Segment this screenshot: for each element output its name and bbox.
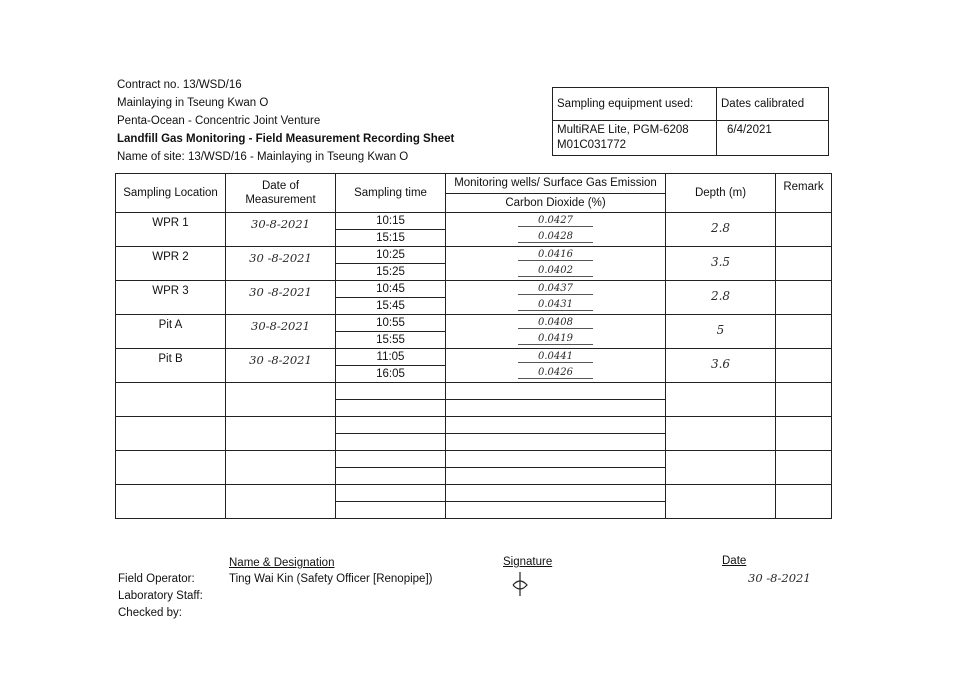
cell-time: [336, 247, 446, 281]
signature-mark: [509, 571, 531, 600]
contract-number: Contract no. 13/WSD/16: [117, 79, 242, 91]
lab-staff-label: Laboratory Staff:: [118, 590, 203, 602]
cell-gas: [446, 485, 666, 519]
cell-remark: [776, 281, 832, 315]
cell-remark: [776, 417, 832, 451]
cell-depth: [666, 485, 776, 519]
cell-gas: [446, 281, 666, 315]
depth-value: 2.8: [710, 221, 731, 235]
table-row: [116, 417, 832, 451]
sheet-title: Landfill Gas Monitoring - Field Measurement Recording Sheet: [117, 133, 455, 145]
time-2: 15:15: [336, 229, 445, 246]
table-row: [116, 383, 832, 417]
cell-remark: [776, 383, 832, 417]
field-operator-label: Field Operator:: [118, 573, 195, 585]
header-depth: Depth (m): [666, 174, 776, 213]
field-operator-date: 30 -8-2021: [748, 571, 811, 585]
location-value: WPR 3: [152, 285, 189, 297]
table-row: [116, 485, 832, 519]
cell-date: [226, 315, 336, 349]
cell-remark: [776, 485, 832, 519]
equipment-value: [553, 121, 717, 156]
cell-depth: [666, 247, 776, 281]
cell-time: [336, 451, 446, 485]
cell-gas: [446, 383, 666, 417]
cell-location: [116, 349, 226, 383]
header-gas: Monitoring wells/ Surface Gas Emission: [446, 174, 666, 194]
handwritten-signature: [509, 571, 531, 597]
project-name: Mainlaying in Tseung Kwan O: [117, 97, 269, 109]
table-row: [116, 451, 832, 485]
cell-date: [226, 485, 336, 519]
cell-time: [336, 383, 446, 417]
cell-location: [116, 281, 226, 315]
cell-date: [226, 349, 336, 383]
co2-reading-2: 0.0431: [446, 297, 665, 313]
date-header: Date: [722, 555, 747, 567]
time-1: 10:55: [376, 317, 405, 329]
calibration-header: Dates calibrated: [717, 88, 829, 121]
co2-reading-1: 0.0437: [446, 281, 665, 297]
cell-depth: [666, 417, 776, 451]
cell-date: [226, 247, 336, 281]
depth-value: 2.8: [710, 289, 731, 303]
sheet-header: [117, 76, 454, 166]
checked-by-label: Checked by:: [118, 607, 182, 619]
co2-reading-2: 0.0419: [446, 331, 665, 347]
cell-location: [116, 451, 226, 485]
cell-time: [336, 281, 446, 315]
time-1: 10:45: [376, 283, 405, 295]
measurement-table: [115, 173, 832, 519]
header-time: Sampling time: [336, 174, 446, 213]
co2-reading-1: 0.0427: [446, 213, 665, 229]
co2-reading-2: 0.0426: [446, 365, 665, 381]
date-value: 30 -8-2021: [249, 353, 312, 367]
table-row: [116, 349, 832, 383]
time-1: 10:15: [376, 215, 405, 227]
date-value: 30-8-2021: [251, 319, 310, 333]
location-value: Pit B: [158, 353, 183, 365]
cell-gas: [446, 213, 666, 247]
cell-remark: [776, 247, 832, 281]
contractor-name: Penta-Ocean - Concentric Joint Venture: [117, 115, 321, 127]
equipment-header: Sampling equipment used:: [553, 88, 717, 121]
cell-remark: [776, 315, 832, 349]
header-date: Date of Measurement: [226, 174, 336, 213]
cell-date: [226, 451, 336, 485]
cell-date: [226, 281, 336, 315]
cell-depth: [666, 281, 776, 315]
table-row: [116, 247, 832, 281]
time-2: 15:45: [336, 297, 445, 314]
co2-reading-2: 0.0402: [446, 263, 665, 279]
cell-remark: [776, 213, 832, 247]
location-value: WPR 1: [152, 217, 189, 229]
cell-depth: [666, 383, 776, 417]
cell-location: [116, 213, 226, 247]
time-1: 10:25: [376, 249, 405, 261]
cell-location: [116, 247, 226, 281]
cell-location: [116, 383, 226, 417]
site-name: Name of site: 13/WSD/16 - Mainlaying in Tseung Kwan O: [117, 151, 409, 163]
cell-gas: [446, 451, 666, 485]
table-row: [116, 213, 832, 247]
time-2: 15:55: [336, 331, 445, 348]
co2-reading-1: 0.0441: [446, 349, 665, 365]
field-operator-name: Ting Wai Kin (Safety Officer [Renopipe]): [229, 573, 433, 585]
date-value: 30 -8-2021: [249, 285, 312, 299]
cell-time: [336, 349, 446, 383]
header-gas-sub: Carbon Dioxide (%): [446, 193, 666, 213]
cell-gas: [446, 315, 666, 349]
time-1: 11:05: [376, 351, 405, 363]
cell-location: [116, 417, 226, 451]
signature-header: Signature: [503, 556, 553, 568]
cell-time: [336, 315, 446, 349]
equipment-table: [552, 87, 829, 156]
date-value: 30-8-2021: [251, 217, 310, 231]
cell-depth: [666, 213, 776, 247]
location-value: Pit A: [158, 319, 183, 331]
cell-gas: [446, 417, 666, 451]
location-value: WPR 2: [152, 251, 189, 263]
time-2: 15:25: [336, 263, 445, 280]
header-location: Sampling Location: [116, 174, 226, 213]
cell-time: [336, 213, 446, 247]
time-2: 16:05: [336, 365, 445, 382]
co2-reading-2: 0.0428: [446, 229, 665, 245]
depth-value: 5: [716, 323, 725, 337]
cell-gas: [446, 247, 666, 281]
equipment-serial: M01C031772: [557, 139, 627, 151]
cell-remark: [776, 451, 832, 485]
cell-date: [226, 383, 336, 417]
calibration-date: 6/4/2021: [717, 121, 829, 156]
cell-gas: [446, 349, 666, 383]
cell-depth: [666, 315, 776, 349]
cell-date: [226, 417, 336, 451]
cell-location: [116, 485, 226, 519]
depth-value: 3.5: [710, 255, 731, 269]
cell-time: [336, 485, 446, 519]
cell-time: [336, 417, 446, 451]
equipment-model: MultiRAE Lite, PGM-6208: [557, 124, 689, 136]
cell-location: [116, 315, 226, 349]
depth-value: 3.6: [710, 357, 731, 371]
table-row: [116, 281, 832, 315]
name-header: Name & Designation: [229, 557, 335, 569]
co2-reading-1: 0.0416: [446, 247, 665, 263]
date-value: 30 -8-2021: [249, 251, 312, 265]
header-remark: Remark: [776, 174, 832, 213]
co2-reading-1: 0.0408: [446, 315, 665, 331]
cell-depth: [666, 349, 776, 383]
cell-remark: [776, 349, 832, 383]
cell-depth: [666, 451, 776, 485]
table-row: [116, 315, 832, 349]
cell-date: [226, 213, 336, 247]
